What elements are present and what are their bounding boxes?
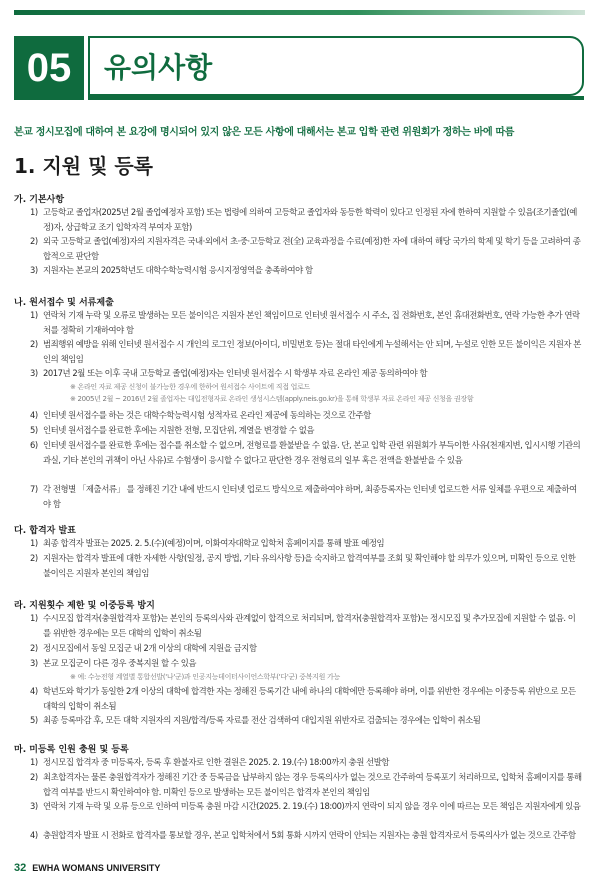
header-accent-line	[14, 10, 585, 15]
list-item	[30, 308, 582, 338]
item-text: 연락처 기재 누락 및 오류로 발생하는 모든 불이익은 지원자 본인 책임이므로 인터넷 원서접수 시 주소, 집 전화번호, 본인 휴대전화번호, 연락 가능한 추가 연락처를 정확히 기재하여야 함	[43, 310, 580, 335]
item-number: 3)	[30, 658, 38, 668]
subsection-heading: 마. 미등록 인원 충원 및 등록	[14, 745, 129, 755]
note-text: ※ 온라인 자료 제공 신청이 불가능한 경우에 한하여 원서접수 사이트에 직접 업로드	[70, 383, 310, 391]
item-number: 6)	[30, 440, 38, 450]
item-number: 5)	[30, 425, 38, 435]
page-title: 유의사항	[88, 36, 584, 96]
note-text: ※ 예: 수능전형 계열별 통합선발('나'군)과 인공지능데이터사이언스학부('다'군) 중복지원 가능	[70, 673, 340, 681]
item-number: 3)	[30, 368, 38, 378]
list-item	[30, 366, 582, 381]
item-text: 본교 모집군이 다른 경우 중복지원 할 수 있음	[43, 658, 197, 668]
item-text: 범죄행위 예방을 위해 인터넷 원서접수 시 개인의 로그인 정보(아이디, 비밀번호 등)는 절대 타인에게 누설해서는 안 되며, 누설로 인한 모든 불이익은 지원자 본인의 책임임	[43, 339, 581, 364]
item-text: 고등학교 졸업자(2025년 2월 졸업예정자 포함) 또는 법령에 의하여 고등학교 졸업자와 동등한 학력이 있다고 인정된 자에 한하여 지원할 수 있음(조기졸업(예정)자, 상급학교 조기 입학자격 부여자 포함)	[43, 207, 577, 232]
item-text: 학년도와 학기가 동일한 2개 이상의 대학에 합격한 자는 정해진 등록기간 내에 하나의 대학에만 등록해야 하며, 이를 위반한 경우에는 이중등록 위반으로 모든 대학의 입학이 취소됨	[43, 686, 576, 711]
subsection-heading: 가. 기본사항	[14, 195, 65, 205]
item-number: 2)	[30, 772, 38, 782]
item-number: 1)	[30, 207, 38, 217]
item-text: 외국 고등학교 졸업(예정)자의 지원자격은 국내·외에서 초·중·고등학교 전(全) 교육과정을 수료(예정)한 자에 대하여 해당 국가의 학제 및 학기 등을 고려하여 종합적으로 판단함	[43, 236, 581, 261]
subsection-heading: 라. 지원횟수 제한 및 이중등록 방지	[14, 601, 155, 611]
item-text: 인터넷 원서접수를 완료한 후에는 지원한 전형, 모집단위, 계열을 변경할 수 없음	[43, 425, 315, 435]
title-underline	[88, 96, 584, 100]
list-item	[30, 423, 582, 438]
section-title: 1. 지원 및 등록	[14, 154, 154, 178]
list-item	[30, 684, 582, 714]
list-item	[30, 755, 582, 770]
list-item	[30, 799, 582, 814]
item-number: 1)	[30, 757, 38, 767]
item-text: 지원자는 합격자 발표에 대한 자세한 사항(일정, 공지 방법, 기타 유의사항 등)을 숙지하고 합격여부를 조회 및 확인해야 할 의무가 있으며, 미확인 등으로 인한 불이익은 지원자 본인의 책임임	[43, 553, 576, 578]
item-text: 지원자는 본교의 2025학년도 대학수학능력시험 응시지정영역을 충족하여야 함	[43, 265, 313, 275]
list-item	[30, 482, 582, 512]
item-text: 2017년 2월 또는 이후 국내 고등학교 졸업(예정)자는 인터넷 원서접수 시 학생부 자료 온라인 제공 동의하여야 함	[43, 368, 428, 378]
item-number: 2)	[30, 553, 38, 563]
list-item	[30, 656, 582, 671]
item-number: 4)	[30, 830, 38, 840]
item-number: 1)	[30, 538, 38, 548]
list-item	[30, 713, 582, 728]
item-number: 2)	[30, 339, 38, 349]
note-text: ※ 2005년 2월 ~ 2016년 2월 졸업자는 대입전형자료 온라인 생성시스템(apply.neis.go.kr)을 통해 학생부 자료 온라인 제공 신청을 권장함	[70, 395, 474, 403]
subsection-heading: 나. 원서접수 및 서류제출	[14, 298, 114, 308]
subsection-heading: 다. 합격자 발표	[14, 526, 76, 536]
item-number: 4)	[30, 686, 38, 696]
item-text: 정시모집에서 동일 모집군 내 2개 이상의 대학에 지원을 금지함	[43, 643, 257, 653]
list-item	[30, 551, 582, 581]
list-item	[30, 205, 582, 235]
item-number: 1)	[30, 613, 38, 623]
section-number: 05	[14, 36, 84, 100]
item-text: 인터넷 원서접수를 하는 것은 대학수학능력시험 성적자료 온라인 제공에 동의하는 것으로 간주함	[43, 410, 371, 420]
notice-text: 본교 정시모집에 대하여 본 요강에 명시되어 있지 않은 모든 사항에 대해서는 본교 입학 관련 위원회가 정하는 바에 따름	[14, 127, 515, 138]
item-number: 2)	[30, 643, 38, 653]
list-item	[30, 828, 582, 843]
list-item	[30, 263, 582, 278]
list-item	[30, 611, 582, 641]
item-text: 최종 합격자 발표는 2025. 2. 5.(수)(예정)이며, 이화여자대학교 입학처 홈페이지를 통해 발표 예정임	[43, 538, 385, 548]
item-text: 최종 등록마감 후, 모든 대학 지원자의 지원/합격/등록 자료를 전산 검색하여 대입지원 위반자로 검출되는 경우에는 입학이 취소됨	[43, 715, 481, 725]
item-text: 인터넷 원서접수를 완료한 후에는 접수를 취소할 수 없으며, 전형료를 환불받을 수 없음. 단, 본교 입학 관련 위원회가 부득이한 사유(천재지변, 입시시행 기관의 과실, 기타 본인의 귀책이 아닌 사유)로 수험생이 응시할 수 없다고 판단한 경우 전형료의 일부 혹은 전액을 환불받을 수 있음	[43, 440, 581, 465]
university-name: EWHA WOMANS UNIVERSITY	[32, 863, 161, 873]
item-text: 최초합격자는 물론 충원합격자가 정해진 기간 중 등록금을 납부하지 않는 경우 등록의사가 없는 것으로 간주하여 등록포기 처리하므로, 입학처 홈페이지를 통해 합격 여부를 반드시 확인하여야 함. 미확인 등으로 발생하는 모든 불이익은 합격자 본인의 책임임	[43, 772, 582, 797]
list-item	[30, 536, 582, 551]
list-item	[30, 408, 582, 423]
item-text: 연락처 기재 누락 및 오류 등으로 인하여 미등록 충원 마감 시간(2025. 2. 19.(수) 18:00)까지 연락이 되지 않을 경우 이에 따르는 모든 책임은 지원자에게 있음	[43, 801, 581, 811]
footer	[14, 862, 160, 874]
item-number: 3)	[30, 801, 38, 811]
page-number: 32	[14, 862, 27, 874]
list-item	[30, 438, 582, 468]
list-item	[30, 234, 582, 264]
item-text: 각 전형별 「제출서류」 를 정해진 기간 내에 반드시 인터넷 업로드 방식으로 제출하여야 하며, 최종등록자는 인터넷 업로드한 서류 일체를 우편으로 제출하여야 함	[43, 484, 577, 509]
item-number: 2)	[30, 236, 38, 246]
item-number: 5)	[30, 715, 38, 725]
item-number: 3)	[30, 265, 38, 275]
item-text: 충원합격자 발표 시 전화로 합격자를 통보할 경우, 본교 입학처에서 5회 통화 시까지 연락이 안되는 지원자는 충원 합격자로서 등록의사가 없는 것으로 간주함	[43, 830, 576, 840]
list-item	[30, 641, 582, 656]
list-item	[30, 337, 582, 367]
list-item	[30, 770, 582, 800]
item-number: 1)	[30, 310, 38, 320]
item-number: 7)	[30, 484, 38, 494]
item-text: 수시모집 합격자(충원합격자 포함)는 본인의 등록의사와 관계없이 합격으로 처리되며, 합격자(충원합격자 포함)는 정시모집 및 추가모집에 지원할 수 없음. 이를 위반한 경우에는 모든 대학의 입학이 취소됨	[43, 613, 576, 638]
item-number: 4)	[30, 410, 38, 420]
item-text: 정시모집 합격자 중 미등록자, 등록 후 환불자로 인한 결원은 2025. 2. 19.(수) 18:00까지 충원 선발함	[43, 757, 389, 767]
